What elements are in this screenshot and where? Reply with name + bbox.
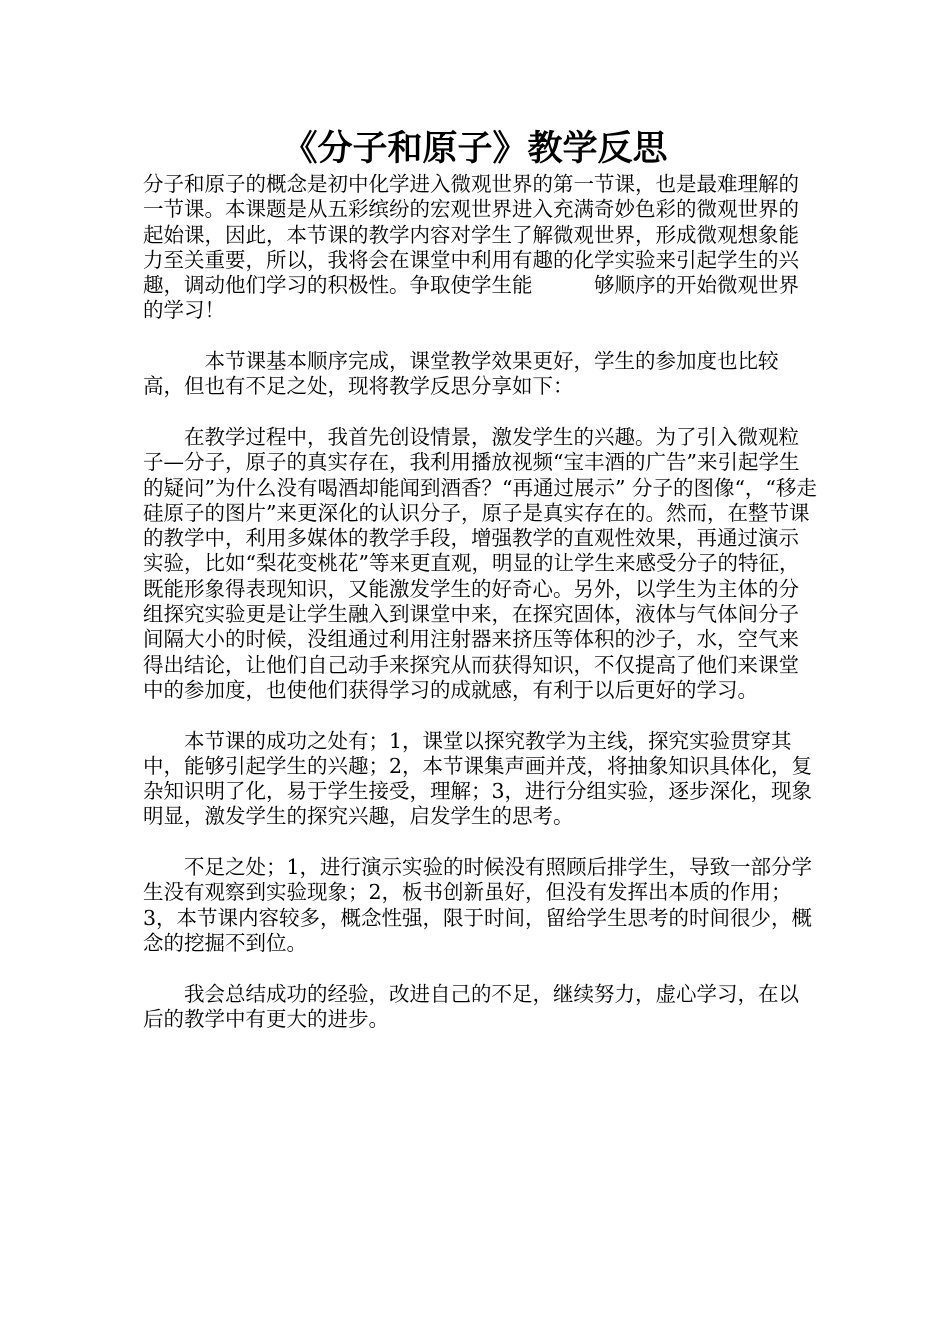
paragraph-overview: 本节课基本顺序完成，课堂教学效果更好，学生的参加度也比较高，但也有不足之处，现将教学反思分享如下：: [143, 349, 779, 399]
paragraph-intro: 分子和原子的概念是初中化学进入微观世界的第一节课，也是最难理解的一节课。本课题是从五彩缤纷的宏观世界进入充满奇妙色彩的微观世界的起始课，因此，本节课的教学内容对学生了解微观世界，形成微观想象能力至关重要，所以，我将会在课堂中利用有趣的化学实验来引起学生的兴趣，调动他们学习的积极性。争取使学生能 够顺序的开始微观世界的学习！: [143, 172, 799, 323]
document-body: [143, 172, 819, 1032]
paragraph-successes: 本节课的成功之处有；1，课堂以探究教学为主线，探究实验贯穿其中，能够引起学生的兴趣；2，本节课集声画并茂，将抽象知识具体化，复杂知识明了化，易于学生接受，理解；3，进行分组实验，逐步深化，现象明显，激发学生的探究兴趣，启发学生的思考。: [143, 728, 813, 829]
paragraph-shortcomings: 不足之处；1，进行演示实验的时候没有照顾后排学生，导致一部分学生没有观察到实验现象；2，板书创新虽好，但没有发挥出本质的作用；3，本节课内容较多，概念性强，限于时间，留给学生思考的时间很少，概念的挖掘不到位。: [143, 855, 813, 955]
document-title: 《分子和原子》教学反思: [282, 129, 668, 169]
paragraph-conclusion: 我会总结成功的经验，改进自己的不足，继续努力，虚心学习，在以后的教学中有更大的进步。: [143, 981, 799, 1031]
paragraph-teaching-process: 在教学过程中，我首先创设情景，激发学生的兴趣。为了引入微观粒子—分子，原子的真实存在，我利用播放视频“宝丰酒的广告”来引起学生的疑问”为什么没有喝酒却能闻到酒香？“再通过展示” 分子的图像“，“移走硅原子的图片”来更深化的认识分子，原子是真实存在的。然而，在整节课的教学中，利用多媒体的教学手段，增强教学的直观性效果，再通过演示实验，比如“梨花变桃花”等来更直观，明显的让学生来感受分子的特征，既能形象得表现知识，又能激发学生的好奇心。另外，以学生为主体的分组探究实验更是让学生融入到课堂中来，在探究固体，液体与气体间分子间隔大小的时候，没组通过利用注射器来挤压等体积的沙子，水，空气来得出结论，让他们自己动手来探究从而获得知识，不仅提高了他们来课堂中的参加度，也使他们获得学习的成就感，有利于以后更好的学习。: [143, 424, 817, 702]
